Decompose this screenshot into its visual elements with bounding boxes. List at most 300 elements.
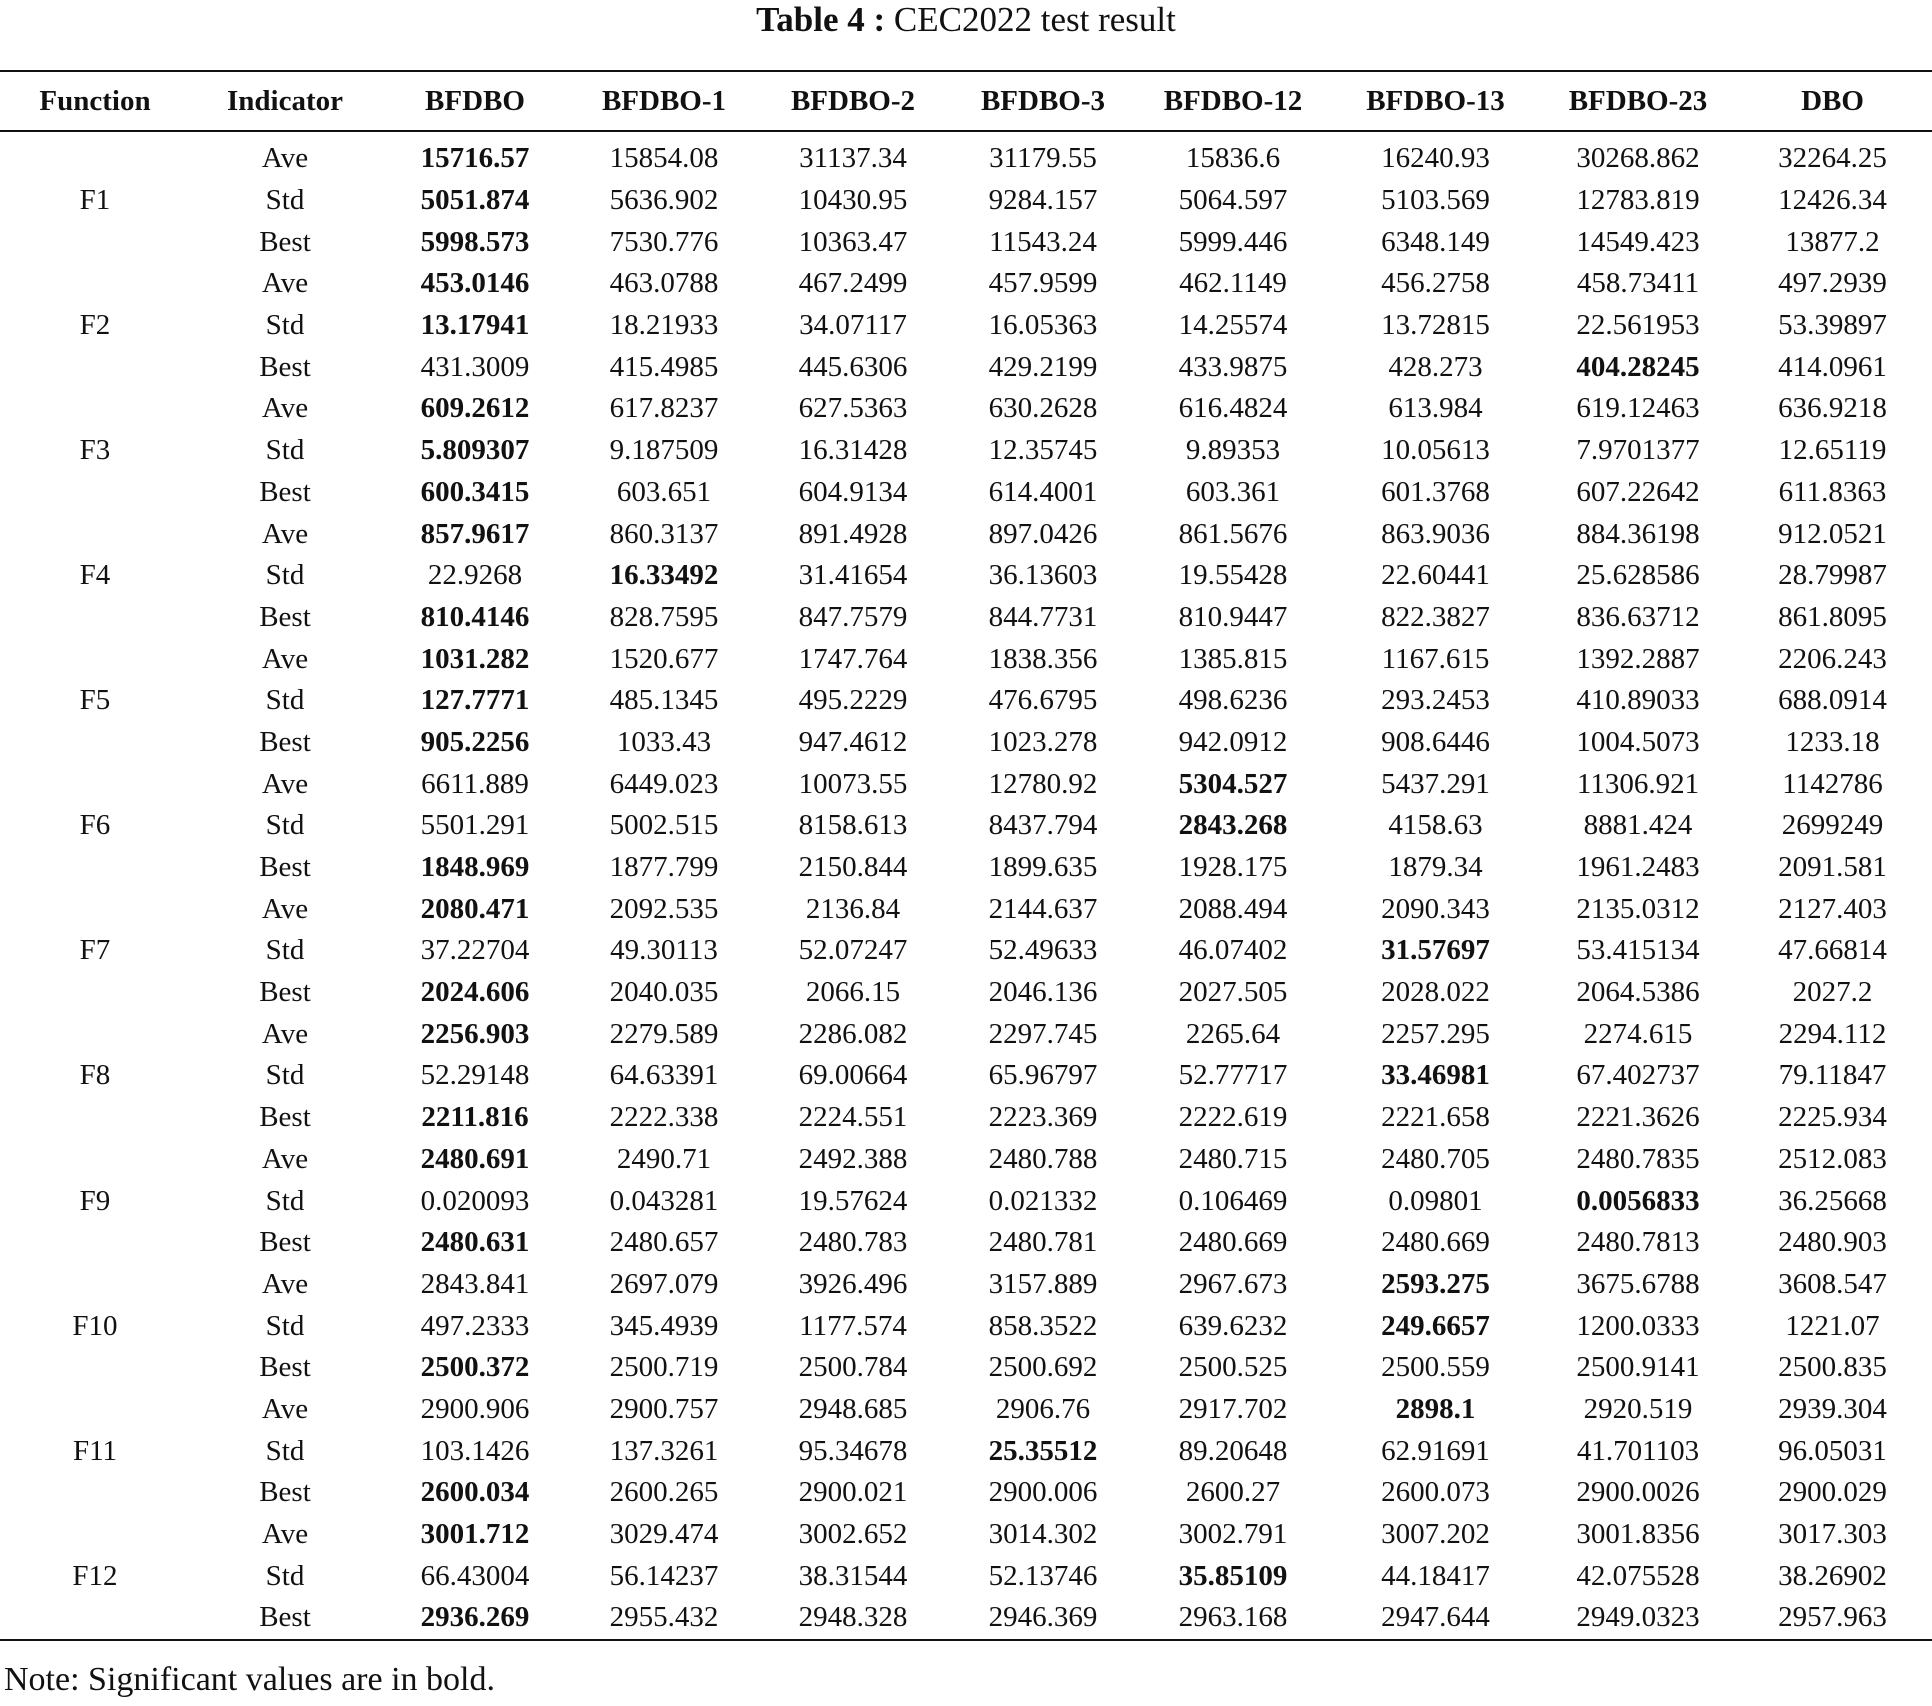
value-cell: 1392.2887 — [1576, 642, 1700, 675]
value-cell: 1838.356 — [988, 642, 1098, 675]
value-cell: 2480.691 — [420, 1142, 530, 1175]
indicator-cell: Ave — [261, 1392, 309, 1425]
value-cell: 53.415134 — [1576, 934, 1700, 967]
value-cell: 10.05613 — [1381, 434, 1490, 467]
value-cell: 5998.573 — [420, 225, 530, 258]
table-row — [0, 638, 1932, 680]
indicator-cell: Std — [265, 809, 305, 842]
value-cell: 137.3261 — [609, 1434, 719, 1467]
value-cell: 1877.799 — [609, 851, 719, 884]
indicator-cell: Best — [259, 1476, 311, 1509]
value-cell: 2480.631 — [420, 1226, 530, 1259]
value-cell: 688.0914 — [1778, 684, 1887, 717]
value-cell: 13877.2 — [1785, 225, 1880, 258]
value-cell: 16.05363 — [988, 309, 1098, 342]
value-cell: 431.3009 — [420, 350, 530, 383]
value-cell: 429.2199 — [988, 350, 1098, 383]
value-cell: 1848.969 — [420, 851, 530, 884]
value-cell: 49.30113 — [610, 934, 718, 967]
table-row — [0, 597, 1932, 639]
table-row — [0, 1013, 1932, 1055]
value-cell: 2920.519 — [1583, 1392, 1693, 1425]
value-cell: 2222.338 — [609, 1101, 719, 1134]
table-row — [0, 888, 1932, 930]
value-cell: 609.2612 — [420, 392, 530, 425]
table-row — [0, 1597, 1932, 1640]
value-cell: 5437.291 — [1381, 767, 1490, 800]
value-cell: 56.14237 — [609, 1559, 719, 1592]
value-cell: 600.3415 — [420, 475, 530, 508]
column-header: BFDBO — [380, 71, 570, 131]
value-cell: 2080.471 — [420, 892, 530, 925]
value-cell: 457.9599 — [988, 267, 1098, 300]
function-cell: F1 — [79, 184, 111, 217]
value-cell: 2225.934 — [1778, 1101, 1887, 1134]
table-row — [0, 1305, 1932, 1347]
value-cell: 6449.023 — [609, 767, 719, 800]
indicator-cell: Best — [259, 350, 311, 383]
value-cell: 2967.673 — [1178, 1267, 1288, 1300]
indicator-cell: Ave — [261, 1518, 309, 1551]
value-cell: 836.63712 — [1576, 600, 1700, 633]
value-cell: 2064.5386 — [1576, 976, 1700, 1009]
function-cell — [0, 722, 190, 764]
table-row — [0, 930, 1932, 972]
indicator-cell: Best — [259, 851, 311, 884]
value-cell: 293.2453 — [1381, 684, 1490, 717]
value-cell: 617.8237 — [609, 392, 719, 425]
value-cell: 11543.24 — [989, 225, 1097, 258]
value-cell: 7.9701377 — [1576, 434, 1700, 467]
value-cell: 8437.794 — [988, 809, 1098, 842]
value-cell: 2593.275 — [1381, 1267, 1490, 1300]
value-cell: 52.49633 — [988, 934, 1098, 967]
table-row — [0, 305, 1932, 347]
function-cell — [0, 888, 190, 930]
table-row — [0, 805, 1932, 847]
value-cell: 46.07402 — [1178, 934, 1288, 967]
function-cell — [0, 1139, 190, 1181]
column-header: Indicator — [190, 71, 380, 131]
value-cell: 858.3522 — [988, 1309, 1098, 1342]
table-body — [0, 131, 1932, 1640]
value-cell: 2136.84 — [805, 892, 901, 925]
value-cell: 2066.15 — [805, 976, 901, 1009]
function-cell — [0, 472, 190, 514]
value-cell: 2480.7835 — [1576, 1142, 1700, 1175]
indicator-cell: Ave — [261, 892, 309, 925]
function-cell — [0, 1514, 190, 1556]
value-cell: 1233.18 — [1785, 725, 1880, 758]
function-cell: F3 — [79, 434, 111, 467]
value-cell: 0.043281 — [609, 1184, 719, 1217]
value-cell: 828.7595 — [609, 600, 719, 633]
value-cell: 89.20648 — [1178, 1434, 1288, 1467]
indicator-cell: Best — [259, 475, 311, 508]
value-cell: 2948.685 — [798, 1392, 908, 1425]
value-cell: 11306.921 — [1576, 767, 1700, 800]
function-cell — [0, 1013, 190, 1055]
indicator-cell: Ave — [261, 142, 309, 175]
value-cell: 2500.719 — [609, 1351, 719, 1384]
value-cell: 613.984 — [1388, 392, 1483, 425]
value-cell: 2490.71 — [616, 1142, 712, 1175]
value-cell: 1031.282 — [420, 642, 530, 675]
value-cell: 619.12463 — [1576, 392, 1700, 425]
value-cell: 2040.035 — [609, 976, 719, 1009]
value-cell: 3002.652 — [798, 1518, 908, 1551]
value-cell: 2939.304 — [1778, 1392, 1887, 1425]
value-cell: 3608.547 — [1778, 1267, 1887, 1300]
value-cell: 2957.963 — [1733, 1597, 1932, 1640]
indicator-cell: Std — [265, 1309, 305, 1342]
value-cell: 414.0961 — [1778, 350, 1887, 383]
value-cell: 2286.082 — [798, 1017, 908, 1050]
value-cell: 458.73411 — [1576, 267, 1700, 300]
value-cell: 2090.343 — [1381, 892, 1490, 925]
value-cell: 2492.388 — [798, 1142, 908, 1175]
value-cell: 410.89033 — [1576, 684, 1700, 717]
value-cell: 16.31428 — [798, 434, 908, 467]
value-cell: 433.9875 — [1178, 350, 1288, 383]
value-cell: 19.55428 — [1178, 559, 1288, 592]
indicator-cell: Ave — [261, 1142, 309, 1175]
value-cell: 607.22642 — [1576, 475, 1700, 508]
value-cell: 16240.93 — [1381, 142, 1490, 175]
value-cell: 2144.637 — [988, 892, 1098, 925]
indicator-cell: Std — [265, 1559, 305, 1592]
value-cell: 2279.589 — [609, 1017, 719, 1050]
indicator-cell: Best — [259, 1351, 311, 1384]
value-cell: 19.57624 — [798, 1184, 908, 1217]
value-cell: 3675.6788 — [1576, 1267, 1700, 1300]
value-cell: 0.021332 — [988, 1184, 1098, 1217]
value-cell: 67.402737 — [1576, 1059, 1700, 1092]
value-cell: 2480.783 — [798, 1226, 908, 1259]
value-cell: 2257.295 — [1381, 1017, 1490, 1050]
table-row — [0, 1430, 1932, 1472]
value-cell: 14549.423 — [1576, 225, 1700, 258]
value-cell: 2046.136 — [988, 976, 1098, 1009]
function-cell: F5 — [79, 684, 111, 717]
value-cell: 12783.819 — [1576, 184, 1700, 217]
value-cell: 2480.7813 — [1576, 1226, 1700, 1259]
value-cell: 2221.658 — [1381, 1101, 1490, 1134]
value-cell: 31.57697 — [1381, 934, 1490, 967]
value-cell: 33.46981 — [1381, 1059, 1490, 1092]
function-cell — [0, 1597, 190, 1640]
column-header: Function — [0, 71, 190, 131]
value-cell: 18.21933 — [609, 309, 719, 342]
value-cell: 2948.328 — [758, 1597, 948, 1640]
value-cell: 445.6306 — [798, 350, 908, 383]
value-cell: 42.075528 — [1576, 1559, 1700, 1592]
value-cell: 639.6232 — [1178, 1309, 1288, 1342]
value-cell: 5501.291 — [420, 809, 530, 842]
table-caption-label: Table 4 : — [756, 0, 886, 39]
value-cell: 2500.559 — [1381, 1351, 1490, 1384]
value-cell: 31137.34 — [799, 142, 907, 175]
function-cell: F2 — [79, 309, 111, 342]
table-caption — [0, 0, 1932, 44]
value-cell: 52.29148 — [420, 1059, 530, 1092]
value-cell: 13.17941 — [420, 309, 530, 342]
function-cell: F7 — [79, 934, 111, 967]
value-cell: 96.05031 — [1778, 1434, 1887, 1467]
value-cell: 2898.1 — [1395, 1392, 1476, 1425]
value-cell: 603.361 — [1185, 475, 1281, 508]
table-row — [0, 1389, 1932, 1431]
function-cell — [0, 1389, 190, 1431]
indicator-cell: Ave — [261, 392, 309, 425]
value-cell: 9.187509 — [609, 434, 719, 467]
value-cell: 2135.0312 — [1576, 892, 1700, 925]
function-cell: F9 — [79, 1184, 111, 1217]
value-cell: 12.65119 — [1778, 434, 1887, 467]
value-cell: 14.25574 — [1178, 309, 1288, 342]
value-cell: 2947.644 — [1328, 1597, 1543, 1640]
value-cell: 25.35512 — [988, 1434, 1098, 1467]
table-row — [0, 1180, 1932, 1222]
indicator-cell: Std — [265, 1059, 305, 1092]
value-cell: 2211.816 — [421, 1101, 529, 1134]
column-header: BFDBO-2 — [758, 71, 948, 131]
table-row — [0, 430, 1932, 472]
value-cell: 891.4928 — [798, 517, 908, 550]
function-cell — [0, 1097, 190, 1139]
value-cell: 1033.43 — [616, 725, 712, 758]
value-cell: 1899.635 — [988, 851, 1098, 884]
value-cell: 69.00664 — [798, 1059, 908, 1092]
table-row — [0, 1514, 1932, 1556]
table-row — [0, 1264, 1932, 1306]
function-cell — [0, 597, 190, 639]
value-cell: 15716.57 — [420, 142, 530, 175]
column-header: BFDBO-1 — [570, 71, 758, 131]
indicator-cell: Std — [265, 309, 305, 342]
indicator-cell: Std — [265, 559, 305, 592]
column-header: BFDBO-23 — [1543, 71, 1733, 131]
value-cell: 95.34678 — [798, 1434, 908, 1467]
value-cell: 2480.669 — [1178, 1226, 1288, 1259]
value-cell: 0.020093 — [420, 1184, 530, 1217]
value-cell: 2600.265 — [609, 1476, 719, 1509]
value-cell: 3002.791 — [1178, 1518, 1288, 1551]
value-cell: 604.9134 — [798, 475, 908, 508]
value-cell: 3157.889 — [988, 1267, 1098, 1300]
function-cell — [0, 763, 190, 805]
value-cell: 497.2939 — [1778, 267, 1887, 300]
value-cell: 2949.0323 — [1543, 1597, 1733, 1640]
value-cell: 2480.705 — [1381, 1142, 1490, 1175]
value-cell: 2500.692 — [988, 1351, 1098, 1384]
value-cell: 498.6236 — [1178, 684, 1288, 717]
value-cell: 37.22704 — [420, 934, 530, 967]
value-cell: 10073.55 — [798, 767, 908, 800]
function-cell: F6 — [79, 809, 111, 842]
value-cell: 2900.021 — [798, 1476, 908, 1509]
value-cell: 3926.496 — [798, 1267, 908, 1300]
value-cell: 2480.903 — [1778, 1226, 1887, 1259]
value-cell: 630.2628 — [988, 392, 1098, 425]
value-cell: 2224.551 — [798, 1101, 908, 1134]
table-note: Note: Significant values are in bold. — [4, 1661, 495, 1698]
value-cell: 844.7731 — [988, 600, 1098, 633]
value-cell: 2500.835 — [1778, 1351, 1887, 1384]
value-cell: 28.79987 — [1778, 559, 1887, 592]
value-cell: 863.9036 — [1381, 517, 1490, 550]
value-cell: 2843.841 — [420, 1267, 530, 1300]
value-cell: 2274.615 — [1583, 1017, 1693, 1050]
indicator-cell: Best — [190, 1597, 380, 1640]
value-cell: 32264.25 — [1778, 142, 1887, 175]
value-cell: 64.63391 — [609, 1059, 719, 1092]
value-cell: 2294.112 — [1778, 1017, 1887, 1050]
value-cell: 2900.029 — [1778, 1476, 1887, 1509]
function-cell — [0, 638, 190, 680]
value-cell: 22.561953 — [1576, 309, 1700, 342]
value-cell: 897.0426 — [988, 517, 1098, 550]
value-cell: 463.0788 — [609, 267, 719, 300]
value-cell: 462.1149 — [1179, 267, 1287, 300]
function-cell — [0, 346, 190, 388]
table-row — [0, 131, 1932, 180]
value-cell: 2256.903 — [420, 1017, 530, 1050]
value-cell: 847.7579 — [798, 600, 908, 633]
value-cell: 2900.0026 — [1576, 1476, 1700, 1509]
value-cell: 66.43004 — [420, 1559, 530, 1592]
value-cell: 9.89353 — [1185, 434, 1281, 467]
value-cell: 2512.083 — [1778, 1142, 1887, 1175]
value-cell: 1520.677 — [609, 642, 719, 675]
value-cell: 3007.202 — [1381, 1518, 1490, 1551]
value-cell: 44.18417 — [1381, 1559, 1490, 1592]
value-cell: 3017.303 — [1778, 1518, 1887, 1551]
value-cell: 3001.712 — [420, 1518, 530, 1551]
indicator-cell: Best — [259, 225, 311, 258]
value-cell: 2963.168 — [1138, 1597, 1328, 1640]
indicator-cell: Best — [259, 725, 311, 758]
value-cell: 65.96797 — [988, 1059, 1098, 1092]
value-cell: 8158.613 — [798, 809, 908, 842]
value-cell: 2480.781 — [988, 1226, 1098, 1259]
table-row — [0, 1139, 1932, 1181]
value-cell: 22.60441 — [1381, 559, 1490, 592]
value-cell: 616.4824 — [1178, 392, 1288, 425]
value-cell: 3001.8356 — [1576, 1518, 1700, 1551]
value-cell: 2091.581 — [1778, 851, 1887, 884]
value-cell: 636.9218 — [1778, 392, 1887, 425]
table-row — [0, 346, 1932, 388]
results-table-container — [0, 70, 1932, 1641]
value-cell: 2500.9141 — [1576, 1351, 1700, 1384]
value-cell: 2092.535 — [609, 892, 719, 925]
value-cell: 0.09801 — [1388, 1184, 1483, 1217]
value-cell: 127.7771 — [420, 684, 530, 717]
function-cell — [0, 972, 190, 1014]
value-cell: 2900.906 — [420, 1392, 530, 1425]
value-cell: 10430.95 — [798, 184, 908, 217]
value-cell: 103.1426 — [420, 1434, 530, 1467]
function-cell: F11 — [72, 1434, 118, 1467]
function-cell: F12 — [72, 1559, 118, 1592]
value-cell: 22.9268 — [427, 559, 523, 592]
value-cell: 2127.403 — [1778, 892, 1887, 925]
value-cell: 627.5363 — [798, 392, 908, 425]
value-cell: 7530.776 — [609, 225, 719, 258]
value-cell: 404.28245 — [1576, 350, 1700, 383]
value-cell: 36.13603 — [988, 559, 1098, 592]
indicator-cell: Ave — [261, 642, 309, 675]
value-cell: 9284.157 — [988, 184, 1098, 217]
table-row — [0, 1555, 1932, 1597]
value-cell: 1879.34 — [1388, 851, 1483, 884]
value-cell: 1747.764 — [798, 642, 908, 675]
function-cell — [0, 1347, 190, 1389]
value-cell: 4158.63 — [1388, 809, 1483, 842]
value-cell: 1177.574 — [799, 1309, 907, 1342]
value-cell: 810.9447 — [1178, 600, 1288, 633]
value-cell: 2027.505 — [1178, 976, 1288, 1009]
column-header: BFDBO-13 — [1328, 71, 1543, 131]
value-cell: 1167.615 — [1381, 642, 1490, 675]
value-cell: 2028.022 — [1381, 976, 1490, 1009]
value-cell: 8881.424 — [1583, 809, 1693, 842]
value-cell: 1004.5073 — [1576, 725, 1700, 758]
function-cell — [0, 388, 190, 430]
value-cell: 601.3768 — [1381, 475, 1490, 508]
function-cell: F8 — [79, 1059, 111, 1092]
function-cell — [0, 513, 190, 555]
value-cell: 30268.862 — [1576, 142, 1700, 175]
table-row — [0, 221, 1932, 263]
value-cell: 38.31544 — [798, 1559, 908, 1592]
value-cell: 1385.815 — [1178, 642, 1288, 675]
value-cell: 12.35745 — [988, 434, 1098, 467]
value-cell: 2480.669 — [1381, 1226, 1490, 1259]
indicator-cell: Std — [265, 934, 305, 967]
value-cell: 2297.745 — [988, 1017, 1098, 1050]
value-cell: 15836.6 — [1185, 142, 1281, 175]
value-cell: 947.4612 — [798, 725, 908, 758]
table-row — [0, 1097, 1932, 1139]
value-cell: 62.91691 — [1381, 1434, 1490, 1467]
value-cell: 912.0521 — [1778, 517, 1887, 550]
function-cell — [0, 263, 190, 305]
value-cell: 2946.369 — [948, 1597, 1138, 1640]
table-caption-text: CEC2022 test result — [893, 0, 1176, 39]
table-row — [0, 763, 1932, 805]
indicator-cell: Std — [265, 684, 305, 717]
value-cell: 15854.08 — [609, 142, 719, 175]
value-cell: 25.628586 — [1576, 559, 1700, 592]
value-cell: 2600.27 — [1185, 1476, 1281, 1509]
value-cell: 2150.844 — [798, 851, 908, 884]
value-cell: 1221.07 — [1785, 1309, 1880, 1342]
table-row — [0, 1222, 1932, 1264]
header-row — [0, 71, 1932, 131]
function-cell — [0, 221, 190, 263]
value-cell: 614.4001 — [988, 475, 1098, 508]
value-cell: 47.66814 — [1778, 934, 1887, 967]
function-cell: F4 — [79, 559, 111, 592]
indicator-cell: Ave — [261, 517, 309, 550]
value-cell: 611.8363 — [1778, 475, 1887, 508]
value-cell: 0.106469 — [1178, 1184, 1288, 1217]
table-row — [0, 180, 1932, 222]
table-row — [0, 263, 1932, 305]
value-cell: 5002.515 — [609, 809, 719, 842]
